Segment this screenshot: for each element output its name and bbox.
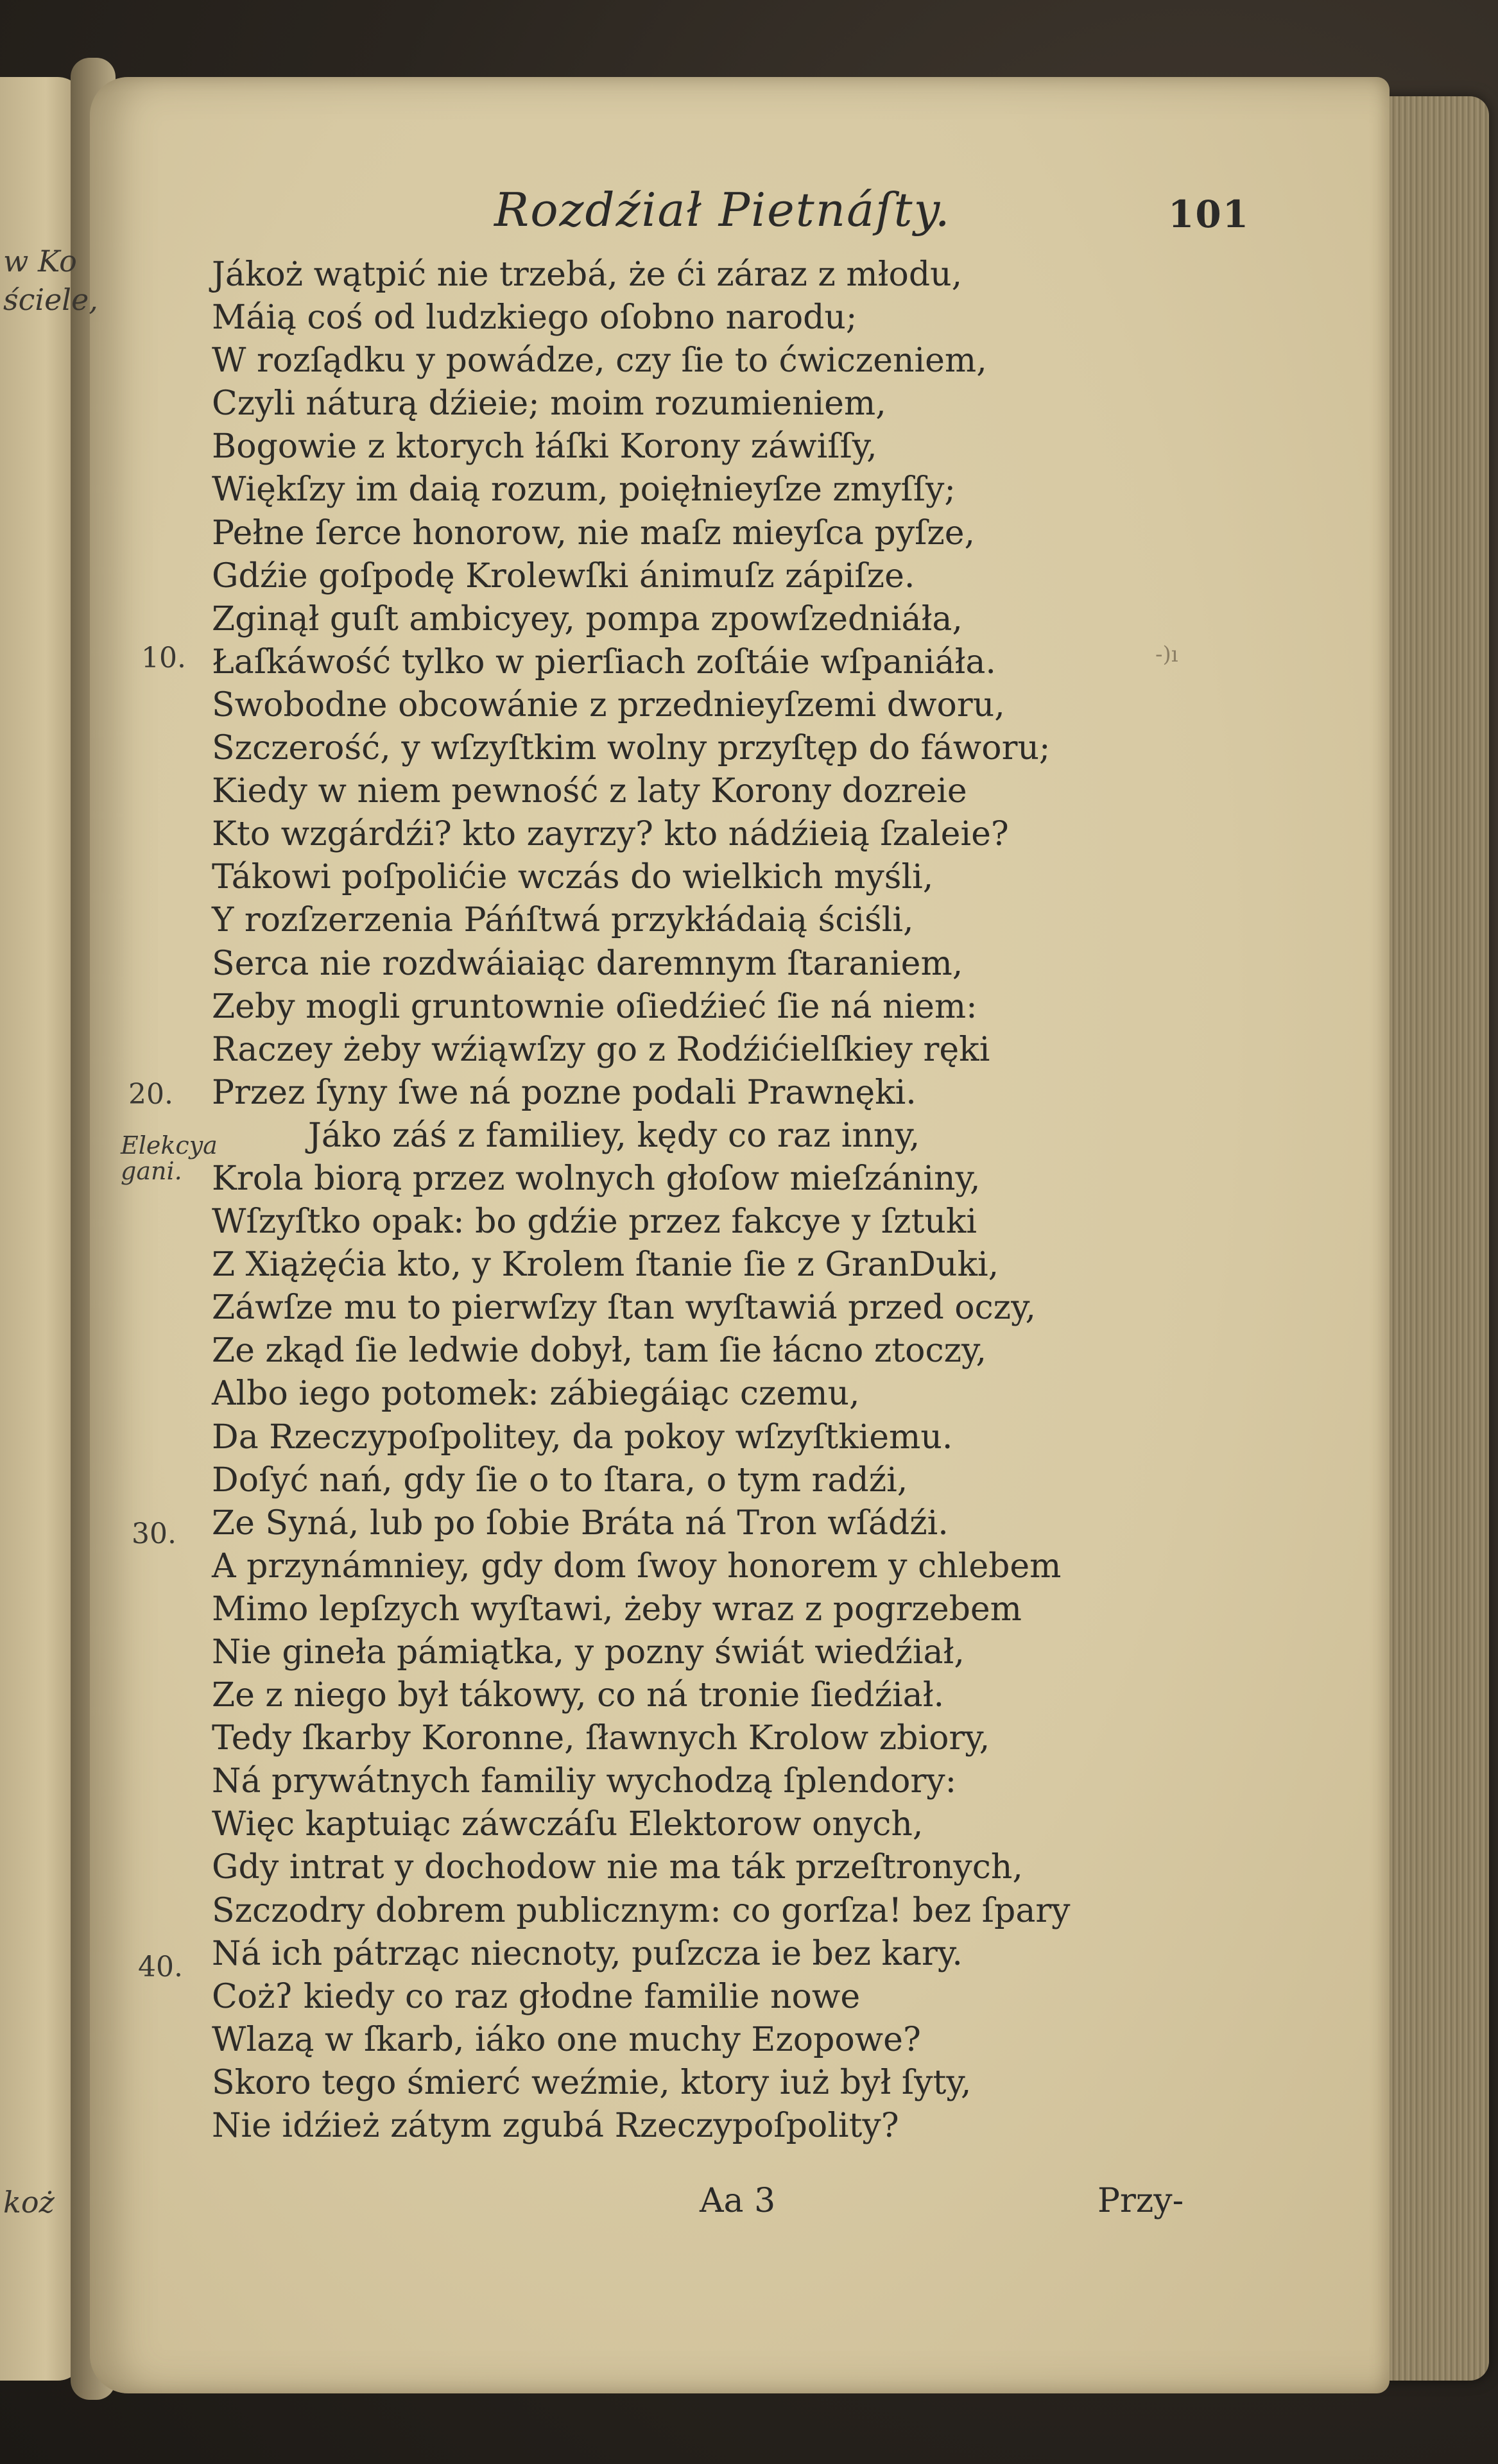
poem-line: Przez ſyny ſwe ná pozne podali Prawnęki. xyxy=(212,1073,917,1112)
line-number: 10. xyxy=(141,642,186,674)
left-fragment: w Ko xyxy=(3,244,77,278)
poem-line: Kto wzgárdźi? kto zayrzy? kto nádźieią ſzaleie? xyxy=(212,815,1009,854)
poem-line: Krola biorą przez wolnych głoſow mieſzániny, xyxy=(212,1159,981,1198)
side-note-line: Elekcya xyxy=(121,1131,218,1159)
poem-line: Kiedy w niem pewność z laty Korony dozreie xyxy=(212,772,967,811)
poem-line: W rozſądku y powádze, czy ſie to ćwiczeniem, xyxy=(212,341,987,381)
line-number: 40. xyxy=(138,1951,183,1983)
poem-line: Pełne ſerce honorow, nie maſz mieyſca pyſze, xyxy=(212,513,976,552)
poem-line: Ná prywátnych familiy wychodzą ſplendory: xyxy=(212,1762,957,1801)
signature-mark: Aa 3 xyxy=(700,2182,776,2220)
poem-line: Tákowi poſpolićie wczás do wielkich myśli, xyxy=(212,858,934,897)
poem-line: Raczey żeby wźiąwſzy go z Rodźićielſkiey ręki xyxy=(212,1030,990,1069)
poem-line: Da Rzeczypoſpolitey, da pokoy wſzyſtkiemu. xyxy=(212,1417,953,1457)
poem-line: Zginął guſt ambicyey, pompa zpowſzedniáła, xyxy=(212,599,963,638)
poem-line: Cożʔ kiedy co raz głodne familie nowe xyxy=(212,1977,861,2016)
poem-line: Máią coś od ludzkiego oſobno narodu; xyxy=(212,298,857,338)
poem-line: Tedy ſkarby Koronne, ſławnych Krolow zbiory, xyxy=(212,1719,990,1758)
poem-line: Ná ich pátrząc niecnoty, puſzcza ie bez kary. xyxy=(212,1934,963,1973)
poem-line: Więc kaptuiąc záwczáſu Elektorow onych, xyxy=(212,1805,924,1844)
line-number: 20. xyxy=(128,1078,173,1111)
poem-line: Łaſkáwość tylko w pierſiach zoſtáie wſpaniáła. xyxy=(212,642,996,681)
poem-line: Ze Syná, lub po ſobie Bráta ná Tron wſádźi. xyxy=(212,1503,949,1543)
poem-line: Czyli náturą dźieie; moim rozumieniem, xyxy=(212,384,886,424)
poem-line: Zeby mogli gruntownie oſiedźieć ſie ná niem: xyxy=(212,987,977,1026)
poem-line: Jákoż wątpić nie trzebá, że ći záraz z młodu, xyxy=(212,255,963,294)
line-number: 30. xyxy=(132,1518,176,1550)
poem-line: Gdy intrat y dochodow nie ma ták przeſtronych, xyxy=(212,1848,1023,1887)
poem-line: Nie idźież zátym zgubá Rzeczypoſpolity? xyxy=(212,2107,899,2146)
side-note-line: gani. xyxy=(121,1157,182,1185)
poem-line: Szczodry dobrem publicznym: co gorſza! bez ſpary xyxy=(212,1891,1071,1930)
left-fragment: ściele, xyxy=(3,282,98,317)
poem-line: Ze z niego był tákowy, co ná tronie ſiedźiał. xyxy=(212,1676,945,1715)
poem-line: Mimo lepſzych wyſtawi, żeby wraz z pogrzebem xyxy=(212,1589,1022,1629)
page-number: 101 xyxy=(1168,193,1250,236)
poem-line: Ze zkąd ſie ledwie dobył, tam ſie łácno ztoczy, xyxy=(212,1331,986,1371)
running-title: Rozdźiał Pietnáſty. xyxy=(494,183,951,237)
poem-line: Jáko záś z familiey, kędy co raz inny, xyxy=(308,1116,920,1155)
poem-line: Skoro tego śmierć weźmie, ktory iuż był ſyty, xyxy=(212,2063,972,2102)
poem-line: A przynámniey, gdy dom ſwoy honorem y chlebem xyxy=(212,1546,1062,1586)
poem-line: Swobodne obcowánie z przednieyſzemi dworu, xyxy=(212,685,1005,724)
catchword: Przy- xyxy=(1098,2182,1184,2220)
poem-line: Bogowie z ktorych łáſki Korony záwiſſy, xyxy=(212,427,877,466)
poem-line: Gdźie goſpodę Krolewſki ánimuſz zápiſze. xyxy=(212,556,915,595)
poem-line: Doſyć nań, gdy ſie o to ſtara, o tym radźi, xyxy=(212,1460,908,1500)
poem-line: Serca nie rozdwáiaiąc daremnym ſtaraniem, xyxy=(212,944,963,983)
poem-line: Z Xiążęćia kto, y Krolem ſtanie ſie z GranDuki, xyxy=(212,1245,999,1285)
poem-line: Wſzyſtko opak: bo gdźie przez fakcye y ſztuki xyxy=(212,1202,977,1242)
stray-mark: -)ı xyxy=(1155,642,1178,667)
poem-line: Nie gineła pámiątka, y pozny świát wiedźiał, xyxy=(212,1633,965,1672)
poem-line: Y rozſzerzenia Páńſtwá przykłádaią ściśli, xyxy=(212,901,914,940)
poem-body xyxy=(212,253,1316,2211)
poem-line: Szczerość, y wſzyſtkim wolny przyſtęp do fáworu; xyxy=(212,729,1051,768)
poem-line: Albo iego potomek: zábiegáiąc czemu, xyxy=(212,1374,860,1414)
poem-line: Záwſze mu to pierwſzy ſtan wyſtawiá przed oczy, xyxy=(212,1288,1037,1328)
poem-line: Wlazą w ſkarb, iáko one muchy Ezopowe? xyxy=(212,2020,921,2059)
left-fragment: koż xyxy=(3,2185,55,2220)
poem-line: Więkſzy im daią rozum, poięłnieyſze zmyſſy; xyxy=(212,470,956,509)
side-note xyxy=(121,1133,218,1184)
